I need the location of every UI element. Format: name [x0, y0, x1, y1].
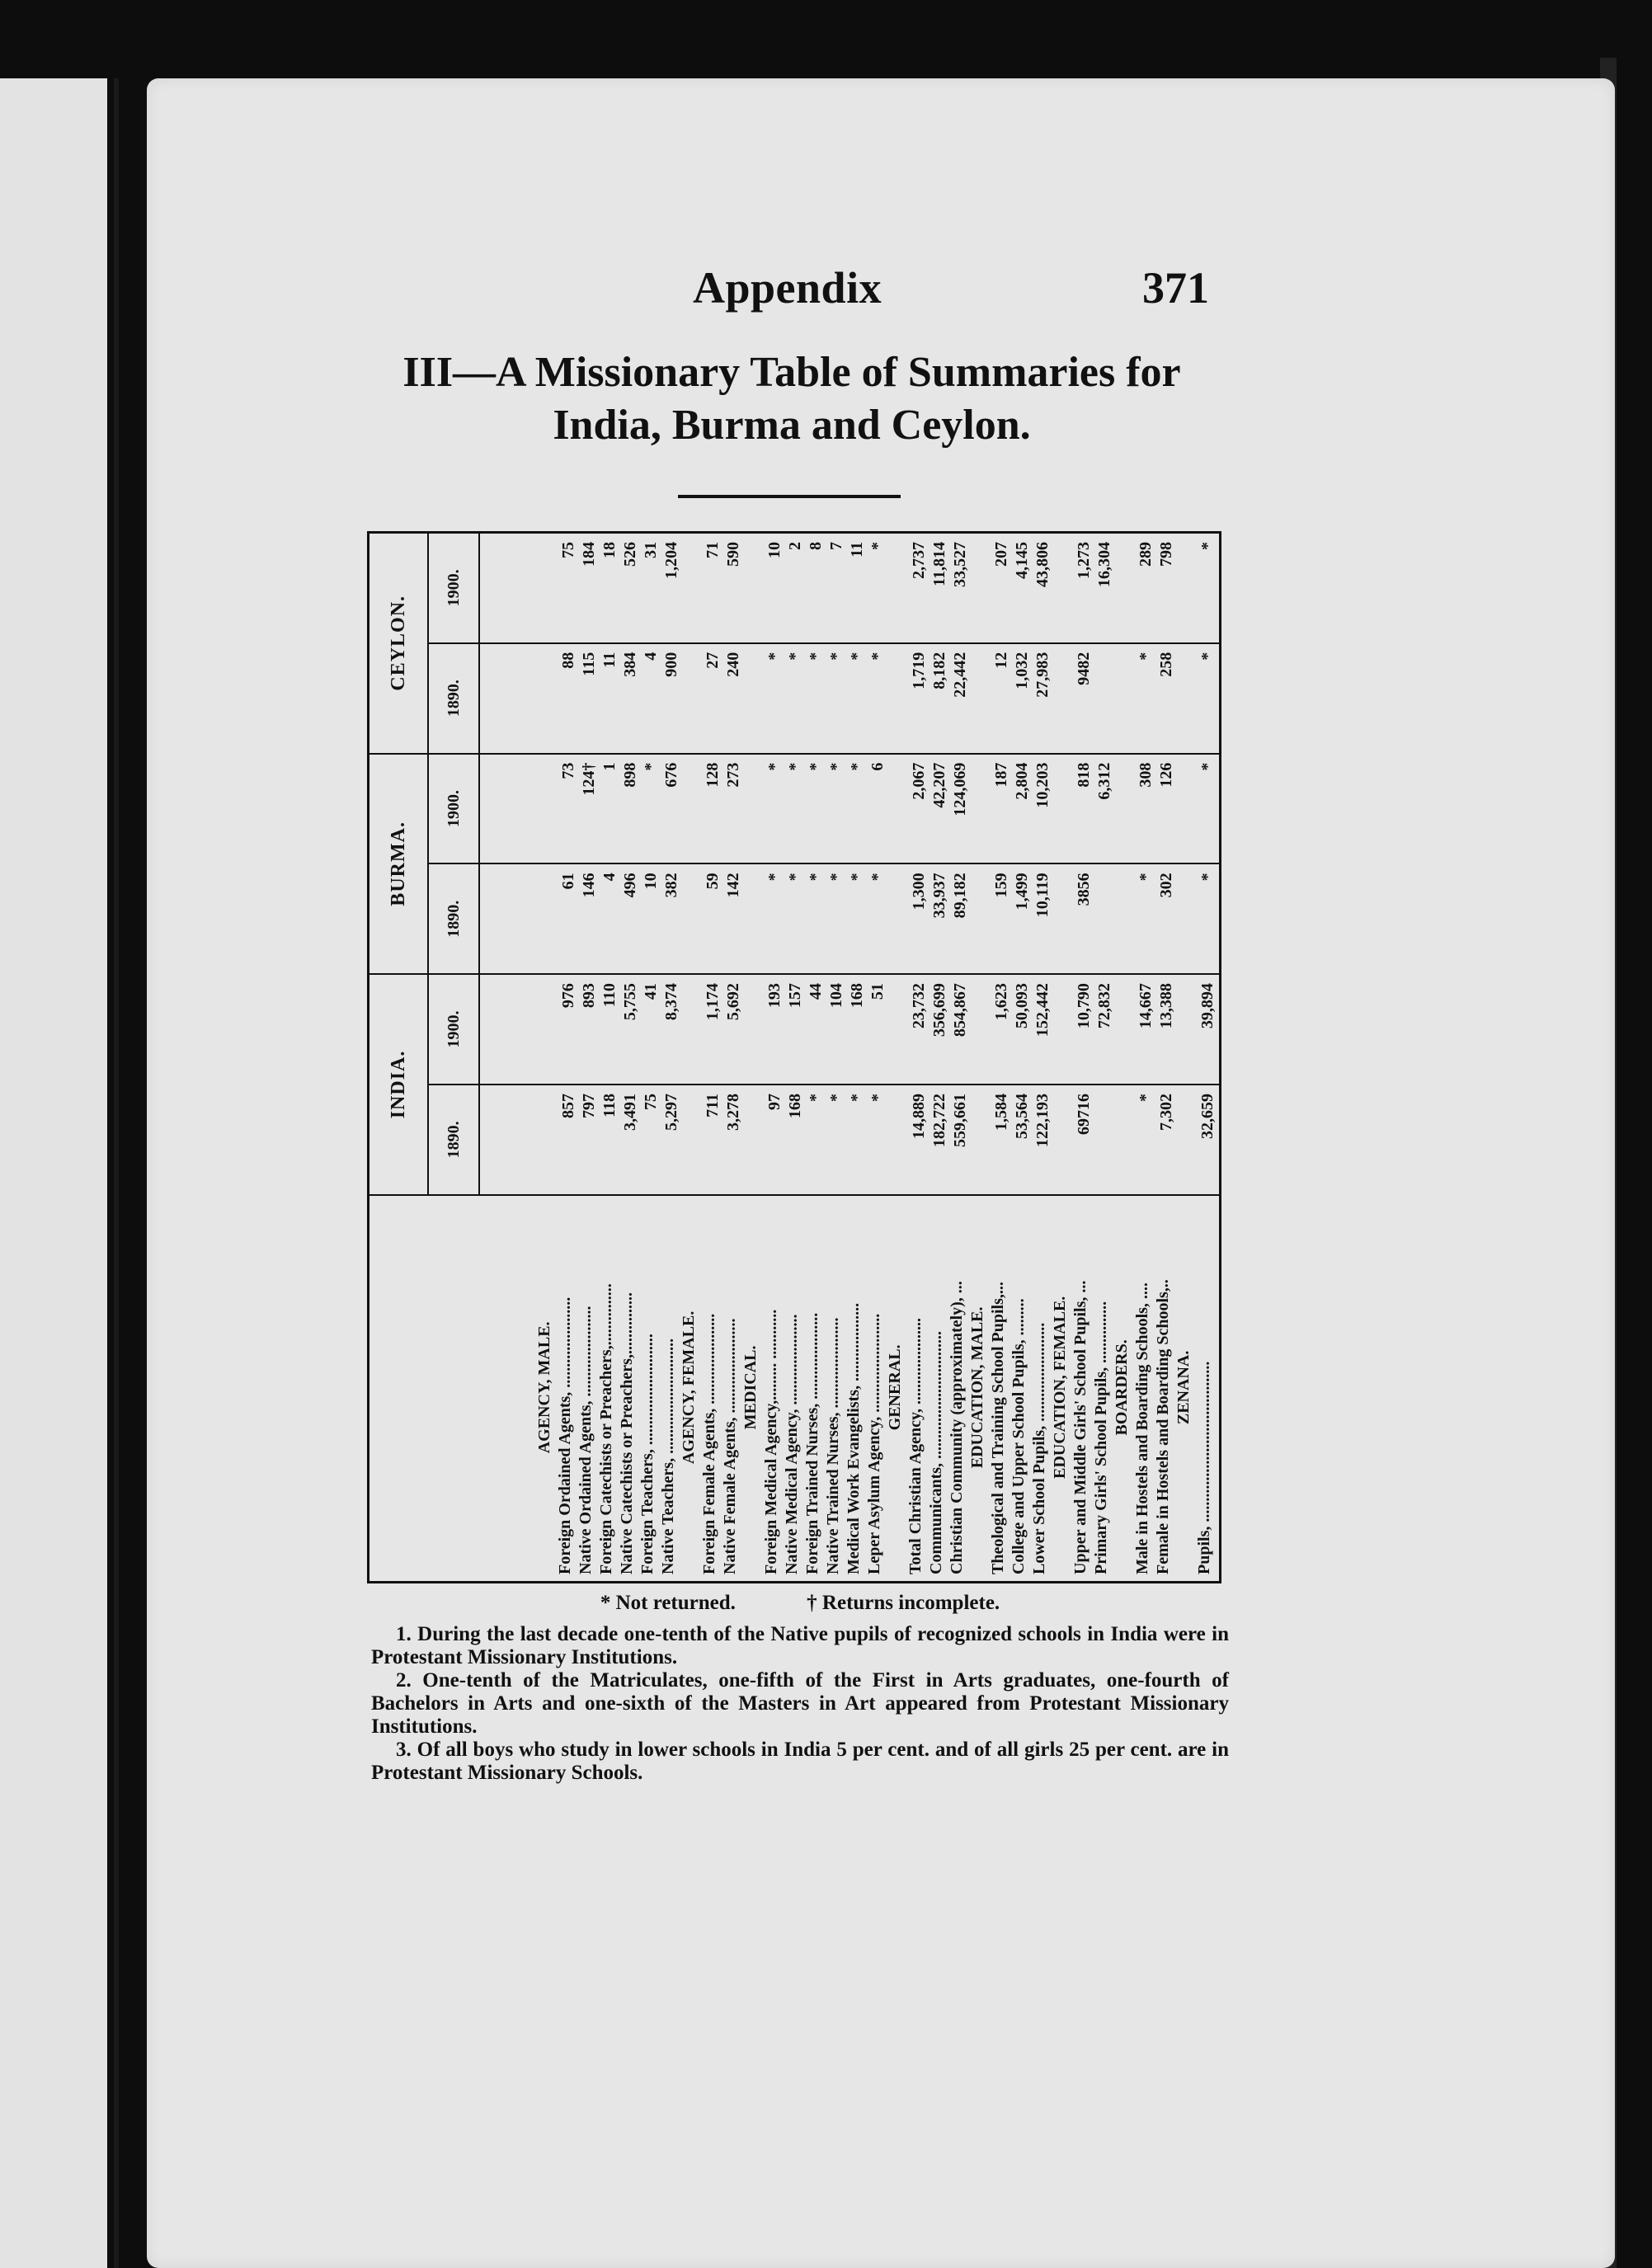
section-heading: BOARDERS.	[1113, 1339, 1131, 1436]
values-column	[480, 975, 1218, 1084]
table-cell	[971, 873, 991, 973]
table-cell: 89,182	[951, 873, 969, 919]
row-labels-column	[369, 1194, 1219, 1581]
table-cell: *	[868, 1093, 887, 1102]
country-burma	[369, 753, 1219, 974]
table-cell	[888, 763, 909, 863]
table-cell: 13,388	[1157, 983, 1175, 1029]
country-ceylon	[369, 534, 1219, 753]
page-gutter	[114, 78, 119, 2268]
table-cell	[971, 652, 991, 753]
table-cell: 356,699	[930, 983, 948, 1038]
section-heading: AGENCY, MALE.	[535, 1321, 553, 1454]
table-cell: *	[786, 652, 804, 661]
table-cell: 273	[724, 762, 742, 788]
table-cell	[888, 652, 909, 753]
table-cell: 1,584	[992, 1093, 1010, 1131]
table-cell: 1,032	[1013, 652, 1031, 689]
note-3: 3. Of all boys who study in lower schools in India 5 per cent. and of all girls 25 per cent. are in Protestant Missionary Schools.	[371, 1739, 1229, 1784]
country-india	[369, 973, 1219, 1194]
row-label: Medical Work Evangelists, ...................	[845, 1302, 863, 1574]
country-name: BURMA.	[369, 755, 429, 974]
row-label: Native Ordained Agents, ......................	[577, 1306, 595, 1574]
table-cell: 32,659	[1198, 1093, 1217, 1139]
table-cell: 104	[827, 983, 845, 1009]
table-cell: *	[1198, 873, 1217, 882]
table-cell: *	[786, 762, 804, 771]
table-cell: 6	[868, 762, 887, 771]
row-label: Christian Community (approximately), ...	[948, 1281, 966, 1574]
row-label: Lower School Pupils, ........................	[1030, 1322, 1048, 1574]
section-heading: EDUCATION, FEMALE.	[1051, 1296, 1069, 1480]
table-cell: 53,564	[1013, 1093, 1031, 1139]
table-cell: 50,093	[1013, 983, 1031, 1029]
row-label: Leper Asylum Agency, ........................	[865, 1313, 883, 1574]
table-cell	[744, 763, 765, 863]
table-cell	[1177, 763, 1198, 863]
table-cell: 75	[642, 1093, 660, 1110]
table-cell: 124†	[580, 762, 598, 796]
table-cell: *	[807, 652, 825, 661]
table-cell	[971, 1094, 991, 1194]
table-cell	[971, 983, 991, 1084]
row-label: Foreign Catechists or Preachers,...............	[597, 1283, 615, 1574]
row-label: Primary Girls' School Pupils, ...............	[1092, 1301, 1110, 1574]
table-cell	[888, 542, 909, 642]
table-cell: 69716	[1075, 1093, 1093, 1135]
table-cell	[971, 542, 991, 642]
row-label: Theological and Training School Pupils,...	[989, 1282, 1007, 1574]
table-cell: 14,667	[1137, 983, 1155, 1029]
row-label: Total Christian Agency, .....................	[906, 1318, 925, 1574]
table-cell: *	[848, 762, 866, 771]
legend	[371, 1592, 1229, 1615]
table-cell: 71	[704, 542, 722, 558]
table-cell: 900	[662, 652, 680, 677]
table-cell: *	[848, 652, 866, 661]
table-cell	[682, 542, 703, 642]
table-cell: 27	[704, 652, 722, 669]
table-cell: *	[1137, 873, 1155, 882]
table-cell	[744, 542, 765, 642]
table-cell: *	[1198, 762, 1217, 771]
table-cell: *	[765, 762, 784, 771]
page-number: 371	[1142, 263, 1209, 313]
table-cell: 2	[786, 542, 804, 550]
table-cell: 11	[600, 652, 619, 668]
table-cell	[1053, 983, 1074, 1084]
row-label: Native Catechists or Preachers,...............	[618, 1292, 636, 1574]
table-cell: 59	[704, 873, 722, 890]
table-cell: 10	[642, 873, 660, 890]
table-cell	[538, 652, 558, 753]
previous-page-edge	[0, 78, 107, 2268]
year-header: 1890.	[429, 864, 480, 973]
table-cell: *	[848, 873, 866, 882]
table-cell: 6,312	[1095, 762, 1113, 800]
table-cell: *	[765, 873, 784, 882]
table-cell: 797	[580, 1093, 598, 1118]
table-cell	[744, 652, 765, 753]
table-cell: 97	[765, 1093, 784, 1110]
table-cell: 676	[662, 762, 680, 788]
section-heading: MEDICAL.	[741, 1345, 760, 1430]
summary-table	[367, 531, 1221, 1583]
year-header: 1890.	[429, 1085, 480, 1194]
row-label: Foreign Trained Nurses, .....................	[803, 1312, 821, 1574]
table-cell	[682, 763, 703, 863]
footnotes	[371, 1592, 1229, 1785]
table-cell: 31	[642, 542, 660, 558]
table-cell	[1177, 542, 1198, 642]
table-cell: 12	[992, 652, 1010, 669]
table-cell: 33,527	[951, 542, 969, 587]
table-cell: 193	[765, 983, 784, 1009]
table-cell: *	[1198, 652, 1217, 661]
table-cell: 9482	[1075, 652, 1093, 685]
table-cell: 2,804	[1013, 762, 1031, 800]
table-cell: 7,302	[1157, 1093, 1175, 1131]
table-cell: 1,623	[992, 983, 1010, 1021]
values-column	[480, 1085, 1218, 1194]
table-cell: 5,755	[621, 983, 639, 1021]
table-cell	[744, 1094, 765, 1194]
row-label: Communicants, ...............................	[927, 1330, 945, 1574]
table-cell: *	[868, 652, 887, 661]
row-label: Foreign Female Agents, ......................	[700, 1313, 718, 1574]
table-cell	[682, 1094, 703, 1194]
values-column	[480, 534, 1218, 642]
table-cell	[1094, 873, 1115, 973]
table-cell: 4,145	[1013, 542, 1031, 579]
table-cell: 118	[600, 1093, 619, 1118]
table-cell: 4	[600, 873, 619, 882]
table-cell: 302	[1157, 873, 1175, 898]
table-cell: 27,983	[1033, 652, 1052, 698]
table-cell	[1115, 763, 1136, 863]
table-cell: 289	[1137, 542, 1155, 567]
table-cell: *	[827, 1093, 845, 1102]
table-cell: 2,737	[910, 542, 928, 579]
table-cell: 3,278	[724, 1093, 742, 1131]
table-cell: 10,119	[1033, 873, 1052, 918]
table-cell: 1,719	[910, 652, 928, 689]
table-cell: 152,442	[1033, 983, 1052, 1038]
table-cell	[682, 983, 703, 1084]
table-cell	[888, 1094, 909, 1194]
year-header: 1890.	[429, 644, 480, 753]
table-cell: 898	[621, 762, 639, 788]
country-name: INDIA.	[369, 975, 429, 1194]
section-heading: AGENCY, FEMALE.	[680, 1310, 698, 1465]
table-cell: 5,297	[662, 1093, 680, 1131]
table-cell: 73	[559, 762, 577, 779]
table-cell: 1,174	[704, 983, 722, 1021]
table-cell: *	[868, 873, 887, 882]
table-cell	[1115, 542, 1136, 642]
section-title-line-1: III—A Missionary Table of Summaries for	[402, 349, 1181, 396]
section-heading: GENERAL.	[886, 1344, 904, 1431]
table-cell	[1094, 1094, 1115, 1194]
table-cell: 10,790	[1075, 983, 1093, 1029]
row-label: Upper and Middle Girls' School Pupils, ...	[1071, 1280, 1090, 1574]
values-column	[480, 864, 1218, 973]
table-cell	[1177, 873, 1198, 973]
table-cell	[1053, 542, 1074, 642]
table-cell: 42,207	[930, 762, 948, 808]
row-label: Pupils, .......................................	[1195, 1361, 1213, 1574]
table-cell: 168	[786, 1093, 804, 1118]
table-cell: 157	[786, 983, 804, 1009]
table-cell	[1053, 873, 1074, 973]
table-cell	[1177, 1094, 1198, 1194]
row-label: Male in Hostels and Boarding Schools, ....	[1133, 1282, 1151, 1574]
table-cell: 128	[704, 762, 722, 788]
table-cell: 184	[580, 542, 598, 567]
table-cell: 51	[868, 983, 887, 1000]
legend-not-returned: * Not returned.	[600, 1592, 736, 1614]
table-cell	[538, 873, 558, 973]
row-label: Foreign Medical Agency,......... ............	[762, 1309, 780, 1574]
table-cell: 8,182	[930, 652, 948, 689]
row-label: Native Trained Nurses, ......................	[824, 1317, 842, 1574]
table-cell: 88	[559, 652, 577, 669]
table-cell: *	[786, 873, 804, 882]
table-cell: 4	[642, 652, 660, 661]
values-column	[480, 755, 1218, 863]
table-cell: 115	[580, 652, 598, 676]
table-cell: 857	[559, 1093, 577, 1118]
table-cell: 182,722	[930, 1093, 948, 1147]
table-cell: 8,374	[662, 983, 680, 1021]
table-cell: *	[807, 1093, 825, 1102]
table-cell	[1115, 873, 1136, 973]
table-cell: 3,491	[621, 1093, 639, 1131]
legend-incomplete: † Returns incomplete.	[807, 1592, 1000, 1614]
table-cell: *	[827, 873, 845, 882]
table-cell: 818	[1075, 762, 1093, 788]
table-cell: *	[765, 652, 784, 661]
section-heading: EDUCATION, MALE.	[968, 1306, 986, 1469]
table-cell: 711	[704, 1093, 722, 1118]
table-cell: 72,832	[1095, 983, 1113, 1029]
table-cell: 159	[992, 873, 1010, 898]
table-cell: 258	[1157, 652, 1175, 677]
table-cell	[538, 1094, 558, 1194]
table-cell: 44	[807, 983, 825, 1000]
row-label: College and Upper School Pupils, .........	[1010, 1298, 1028, 1574]
row-label: Native Teachers, ............................	[659, 1338, 677, 1574]
table-cell: 496	[621, 873, 639, 898]
table-cell: *	[868, 542, 887, 550]
table-cell: 854,867	[951, 983, 969, 1038]
table-cell	[1053, 763, 1074, 863]
table-cell: 10,203	[1033, 762, 1052, 808]
table-cell	[1053, 652, 1074, 753]
row-label: Female in Hostels and Boarding Schools,..	[1154, 1279, 1172, 1574]
table-cell	[888, 983, 909, 1084]
table-cell: 41	[642, 983, 660, 1000]
country-name: CEYLON.	[369, 534, 429, 753]
section-title	[330, 346, 1254, 452]
table-cell: *	[1198, 542, 1217, 550]
table-cell: 11	[848, 542, 866, 558]
table-cell: 382	[662, 873, 680, 898]
table-cell: *	[827, 762, 845, 771]
table-cell: 43,806	[1033, 542, 1052, 587]
table-cell: 33,937	[930, 873, 948, 919]
table-cell: 526	[621, 542, 639, 567]
table-cell	[1094, 652, 1115, 753]
title-rule	[678, 495, 901, 498]
table-cell: 308	[1137, 762, 1155, 788]
table-cell: 126	[1157, 762, 1175, 788]
table-cell	[1115, 1094, 1136, 1194]
table-cell: 3856	[1075, 873, 1093, 906]
table-cell: 16,304	[1095, 542, 1113, 587]
year-header: 1900.	[429, 755, 480, 863]
section-heading: ZENANA.	[1174, 1350, 1193, 1425]
section-title-line-2: India, Burma and Ceylon.	[553, 402, 1031, 449]
table-cell	[1177, 652, 1198, 753]
table-cell: 142	[724, 873, 742, 898]
table-cell	[1177, 983, 1198, 1084]
table-cell	[1115, 652, 1136, 753]
table-cell: *	[848, 1093, 866, 1102]
table-cell: 22,442	[951, 652, 969, 698]
table-cell: *	[807, 762, 825, 771]
table-cell: 122,193	[1033, 1093, 1052, 1147]
table-cell: 14,889	[910, 1093, 928, 1139]
table-cell: 976	[559, 983, 577, 1009]
table-cell: 1,204	[662, 542, 680, 579]
table-cell: 798	[1157, 542, 1175, 567]
table-cell: 5,692	[724, 983, 742, 1021]
row-label: Native Medical Agency, ......................	[783, 1314, 801, 1574]
table-cell	[744, 873, 765, 973]
row-label: Foreign Ordained Agents, ......................	[556, 1296, 574, 1574]
table-cell: 18	[600, 542, 619, 558]
table-cell	[1115, 983, 1136, 1084]
table-cell	[1053, 1094, 1074, 1194]
table-cell: 2,067	[910, 762, 928, 800]
table-cell	[971, 763, 991, 863]
table-cell: 207	[992, 542, 1010, 567]
table-cell: 168	[848, 983, 866, 1009]
year-header: 1900.	[429, 975, 480, 1084]
table-cell: 1,273	[1075, 542, 1093, 579]
table-cell	[538, 542, 558, 642]
table-cell: 75	[559, 542, 577, 558]
table-cell	[744, 983, 765, 1084]
table-cell: *	[807, 873, 825, 882]
table-cell: 240	[724, 652, 742, 677]
note-2: 2. One-tenth of the Matriculates, one-fifth of the First in Arts graduates, one-fourth of Bachelors in Arts and one-sixth of the Masters in Art appeared from Protestant Missionary Institutions.	[371, 1669, 1229, 1738]
table-cell: 559,661	[951, 1093, 969, 1147]
row-label: Native Female Agents, .......................	[721, 1318, 739, 1574]
table-cell: 893	[580, 983, 598, 1009]
table-cell: 23,732	[910, 983, 928, 1029]
row-label: Foreign Teachers, ...........................	[638, 1334, 657, 1574]
year-header: 1900.	[429, 534, 480, 642]
table-cell: 1,300	[910, 873, 928, 910]
table-cell: 146	[580, 873, 598, 898]
table-cell: 1	[600, 762, 619, 771]
table-cell: 187	[992, 762, 1010, 788]
rotated-summary-table	[367, 536, 1217, 1583]
table-cell	[538, 763, 558, 863]
values-column	[480, 644, 1218, 753]
table-cell: 1,499	[1013, 873, 1031, 910]
note-1: 1. During the last decade one-tenth of the Native pupils of recognized schools in India were in Protestant Missionary Institutions.	[371, 1623, 1229, 1668]
table-cell: 7	[827, 542, 845, 550]
table-cell: 11,814	[930, 542, 948, 586]
table-cell	[538, 983, 558, 1084]
table-cell	[888, 873, 909, 973]
running-header-title: Appendix	[693, 263, 882, 313]
table-cell: *	[1137, 652, 1155, 661]
table-cell: 39,894	[1198, 983, 1217, 1029]
table-cell: 384	[621, 652, 639, 677]
table-cell: 110	[600, 983, 619, 1008]
table-cell: *	[827, 652, 845, 661]
table-cell: *	[642, 762, 660, 771]
table-cell	[682, 873, 703, 973]
table-cell: 10	[765, 542, 784, 558]
table-cell: 590	[724, 542, 742, 567]
table-cell	[682, 652, 703, 753]
table-cell: 124,069	[951, 762, 969, 816]
table-cell: 8	[807, 542, 825, 550]
table-cell: 61	[559, 873, 577, 890]
table-cell: *	[1137, 1093, 1155, 1102]
